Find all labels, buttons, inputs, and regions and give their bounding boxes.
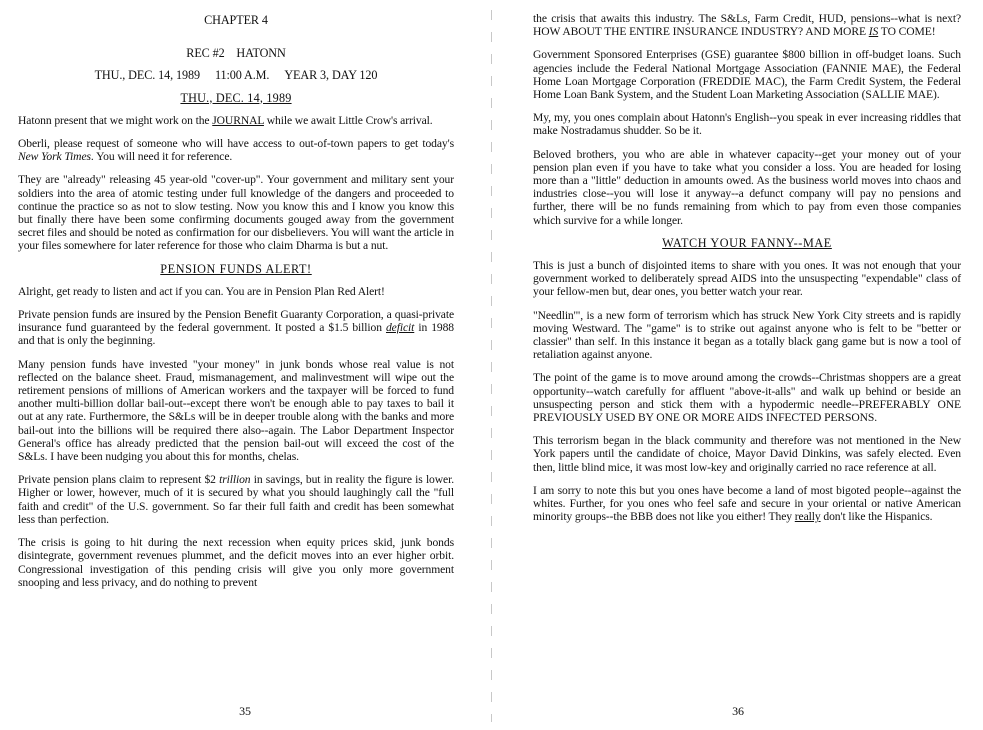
paragraph: Private pension funds are insured by the Pension Benefit Guaranty Corporation, a quasi-private insurance fund guaranteed by the federal government. It posted a $1.5 billion deficit in 1988 and that is only the beginning. [18, 308, 455, 348]
paragraph: Alright, get ready to listen and act if you can. You are in Pension Plan Red Alert! [18, 284, 385, 298]
paragraph: Beloved brothers, you who are able in whatever capacity--get your money out of your pension plan even if you have to take what you consider a loss. You are headed for losing more than a "little" deduction in amounts owed. As the business world moves into chaos and industries close--you will lose it anyway--a defunct company will pay no pensions and further, there will be no funds remaining from which to pay from even those companies which survive for a while longer. [533, 147, 961, 227]
journal-word: JOURNAL [212, 113, 264, 127]
paragraph: This terrorism began in the black community and therefore was not mentioned in the New York papers until the candidate of choice, Mayor David Dinkins, was safely elected. Even then, little blind mice, it was most low-key and originally carried no race reference at all. [533, 434, 961, 474]
page-gutter [491, 10, 492, 722]
is-word: IS [868, 25, 879, 39]
dateline-day: THU., DEC. 14, 1989 [94, 68, 200, 83]
newspaper-title: New York Times [18, 150, 91, 164]
dateline-time: 11:00 A.M. [214, 68, 270, 83]
section-heading-fanny-mae: WATCH YOUR FANNY--MAE [662, 235, 832, 250]
left-page [0, 0, 490, 730]
paragraph: The crisis is going to hit during the next recession when equity prices skid, junk bonds disintegrate, government revenues plummet, and the deficit moves into an ever higher orbit. Congressional investigation of this pending crisis will give you only more government snooping and less privacy, and do nothing to prevent [18, 536, 454, 589]
paragraph: My, my, you ones complain about Hatonn's English--you speak in ever increasing riddles that make Nostradamus shudder. So be it. [533, 111, 961, 138]
paragraph: Oberli, please request of someone who will have access to out-of-town papers to get today's New York Times. You will need it for reference. [18, 137, 454, 164]
chapter-heading: CHAPTER 4 [204, 13, 268, 27]
paragraph: "Needlin'", is a new form of terrorism which has struck New York City streets and is rapidly moving Westward. The "game" is to strike out against anyone who is felt to be "better or classier" than self. In this instance it began as a totally black gang game but is now a tool of retaliation against anyone. [533, 308, 961, 362]
really-word: really [794, 510, 821, 524]
right-page [493, 0, 983, 730]
dateline [18, 69, 454, 82]
paragraph: They are "already" releasing 45 year-old "cover-up". Your government and military sent your soldiers into the area of atomic testing under full knowledge of the dangers and proceeded to continue the practice so as not to slow testing. Now you know this and I know you know this but finally there have been some confirming documents gouged away from the government secret files and should be noted as confirmation for our disbelievers. You will want the article in your files somewhere for later reference for those who claim Dharma is but a nut. [18, 173, 454, 253]
deficit-word: deficit [385, 321, 415, 335]
paragraph: Government Sponsored Enterprises (GSE) guarantee $800 billion in off-budget loans. Such agencies include the Federal National Mortgage Association (FANNIE MAE), the Federal Home Loan Mortgage Corporation (FREDDIE MAC), the Farm Credit System, the Federal Home Loan Bank System, and the Student Loan Marketing Association (SALLIE MAE). [533, 48, 961, 102]
paragraph: the crisis that awaits this industry. The S&Ls, Farm Credit, HUD, pensions--what is next? HOW ABOUT THE ENTIRE INSURANCE INDUSTRY? AND MORE IS TO COME! [533, 12, 961, 39]
paragraph: The point of the game is to move around among the crowds--Christmas shoppers are a great opportunity--watch carefully for affluent "above-it-alls" and walk up behind or beside an unsuspecting person and stick them with a hypodermic needle--PREFERABLY ONE PREVIOUSLY USED BY ONE OR MORE AIDS INFECTED PERSONS. [533, 371, 961, 425]
page-number-right: 36 [732, 703, 744, 718]
paragraph: I am sorry to note this but you ones have become a land of most bigoted people--against the whites. Further, for you ones who feel safe and secure in your oriental or native American minority groups--the BBB does not like you either! They really don't like the Hispanics. [533, 483, 961, 524]
page-number-left: 35 [239, 703, 251, 718]
paragraph: This is just a bunch of disjointed items to share with you ones. It was not enough that your government worked to deliberately spread AIDS into the unsuspecting "expendable" class of your fellow-men but, dear ones, you better watch your rear. [533, 259, 961, 299]
date-heading: THU., DEC. 14, 1989 [180, 90, 292, 105]
section-heading-pension-funds: PENSION FUNDS ALERT! [160, 261, 312, 276]
paragraph: Private pension plans claim to represent $2 trillion in savings, but in reality the figure is lower. Higher or lower, however, much of it is secured by what you should laughingly call the "full faith and credit" of the U.S. government. So far their full faith and credit has been somewhat less than perfection. [18, 473, 454, 526]
paragraph: Many pension funds have invested "your money" in junk bonds whose real value is not reflected on the balance sheet. Fraud, mismanagement, and malinvestment will wipe out the retirement pensions of millions of American workers and the taxpayer will be forced to fund another multi-billion dollar bail-out--except there won't be enough able to pay taxes to bail it out at any rate. Furthermore, the S&Ls will be in deeper trouble along with the banks and more bail-out into the billions will be required there also--again. The Labor Department Inspector General's office has already predicted that the pension bail-out will exceed the cost of the S&Ls. I have been nudging you about this for months, chelas. [18, 357, 454, 464]
record-heading: REC #2 HATONN [186, 46, 286, 61]
trillion-word: trillion [219, 473, 251, 487]
paragraph: Hatonn present that we might work on the JOURNAL while we await Little Crow's arrival. [18, 113, 433, 127]
dateline-year: YEAR 3, DAY 120 [284, 68, 378, 83]
